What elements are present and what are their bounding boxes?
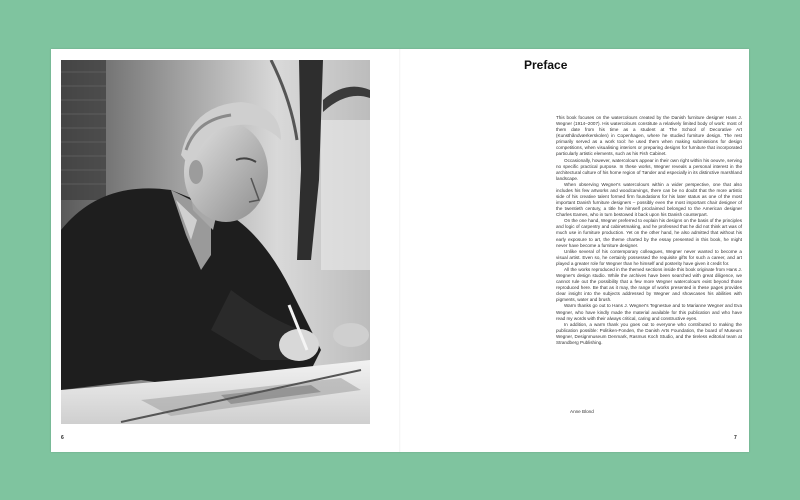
page-gutter (399, 49, 401, 452)
paragraph: Unlike several of his contemporary colleagues, Wegner never wanted to become a visual artist. Even so, he certainly possessed the requisite gifts for such a career, and art played a greater role for Wegner than he himself and posterity have given it credit for. (556, 248, 742, 266)
page-number-left: 6 (61, 435, 64, 441)
paragraph: When observing Wegner's watercolours within a wider perspective, one that also includes his few artworks and woodcarvings, there can be no doubt that the more artistic side of his creative talent formed firm foundations for his later status as one of the most important Danish furniture designers – possibly even the most important chair designer of the twentieth century, a title he himself proclaimed belonged to the American designer Charles Eames, who in turn bestowed it back upon his Danish counterpart. (556, 181, 742, 218)
author-signature: Anne Blond (570, 409, 594, 414)
book-spread (51, 49, 749, 452)
page-number-right: 7 (734, 435, 737, 441)
paragraph: This book focuses on the watercolours created by the Danish furniture designer Hans J. Wegner (1914–2007). His watercolours constitute a relatively limited body of work: most of them date from his time as a student at The School of Decorative Art (Kunsthåndværkerskolen) in Copenhagen, where he studied furniture design. The rest primarily served as a work tool: he used them when making submissions for design competitions, when visualising interiors or preparing designs for furniture that incorporated particularly artistic elements, such as his Fish Cabinet. (556, 115, 742, 157)
paragraph: On the one hand, Wegner preferred to explain his designs on the basis of the principles and logic of carpentry and cabinetmaking, and he professed that he did not think art was of much use in furniture production. Yet on the other hand, he also admitted that without his early exposure to art, the theme charted by the essay presented in this book, he might never have become a furniture designer. (556, 218, 742, 248)
paragraph: In addition, a warm thank you goes out to everyone who contributed to making the publication possible: Politiken-Fonden, the Danish Arts Foundation, the board of Museum Wegner, Designmuseum Denmark, Rasmus Koch Studio, and the tireless editorial team at Strandberg Publishing. (556, 321, 742, 345)
preface-body-text (556, 115, 742, 346)
page-title: Preface (524, 58, 568, 72)
designer-portrait-photo (61, 60, 370, 424)
photograph-icon (61, 60, 370, 424)
paragraph: Warm thanks go out to Hans J. Wegner's Tegnestue and to Marianne Wegner and Eva Wegner, who have kindly made the material available for this publication and who have read my words with their always critical, caring and constructive eyes. (556, 303, 742, 321)
paragraph: Occasionally, however, watercolours appear in their own right within his oeuvre, serving no specific practical purpose. In these works, Wegner reveals a personal interest in the architectural culture of his home region of Tønder and especially in its distinctive marshland landscape. (556, 157, 742, 181)
paragraph: All the works reproduced in the themed sections inside this book originate from Hans J. Wegner's design studio. While the archives have been searched with great diligence, we cannot rule out the possibility that a few more Wegner watercolours exist beyond those reproduced here. Be that as it may, the range of works presented in these pages provides clear insight into the subjects addressed by Wegner and showcases his abilities with pigments, water and brush. (556, 266, 742, 303)
